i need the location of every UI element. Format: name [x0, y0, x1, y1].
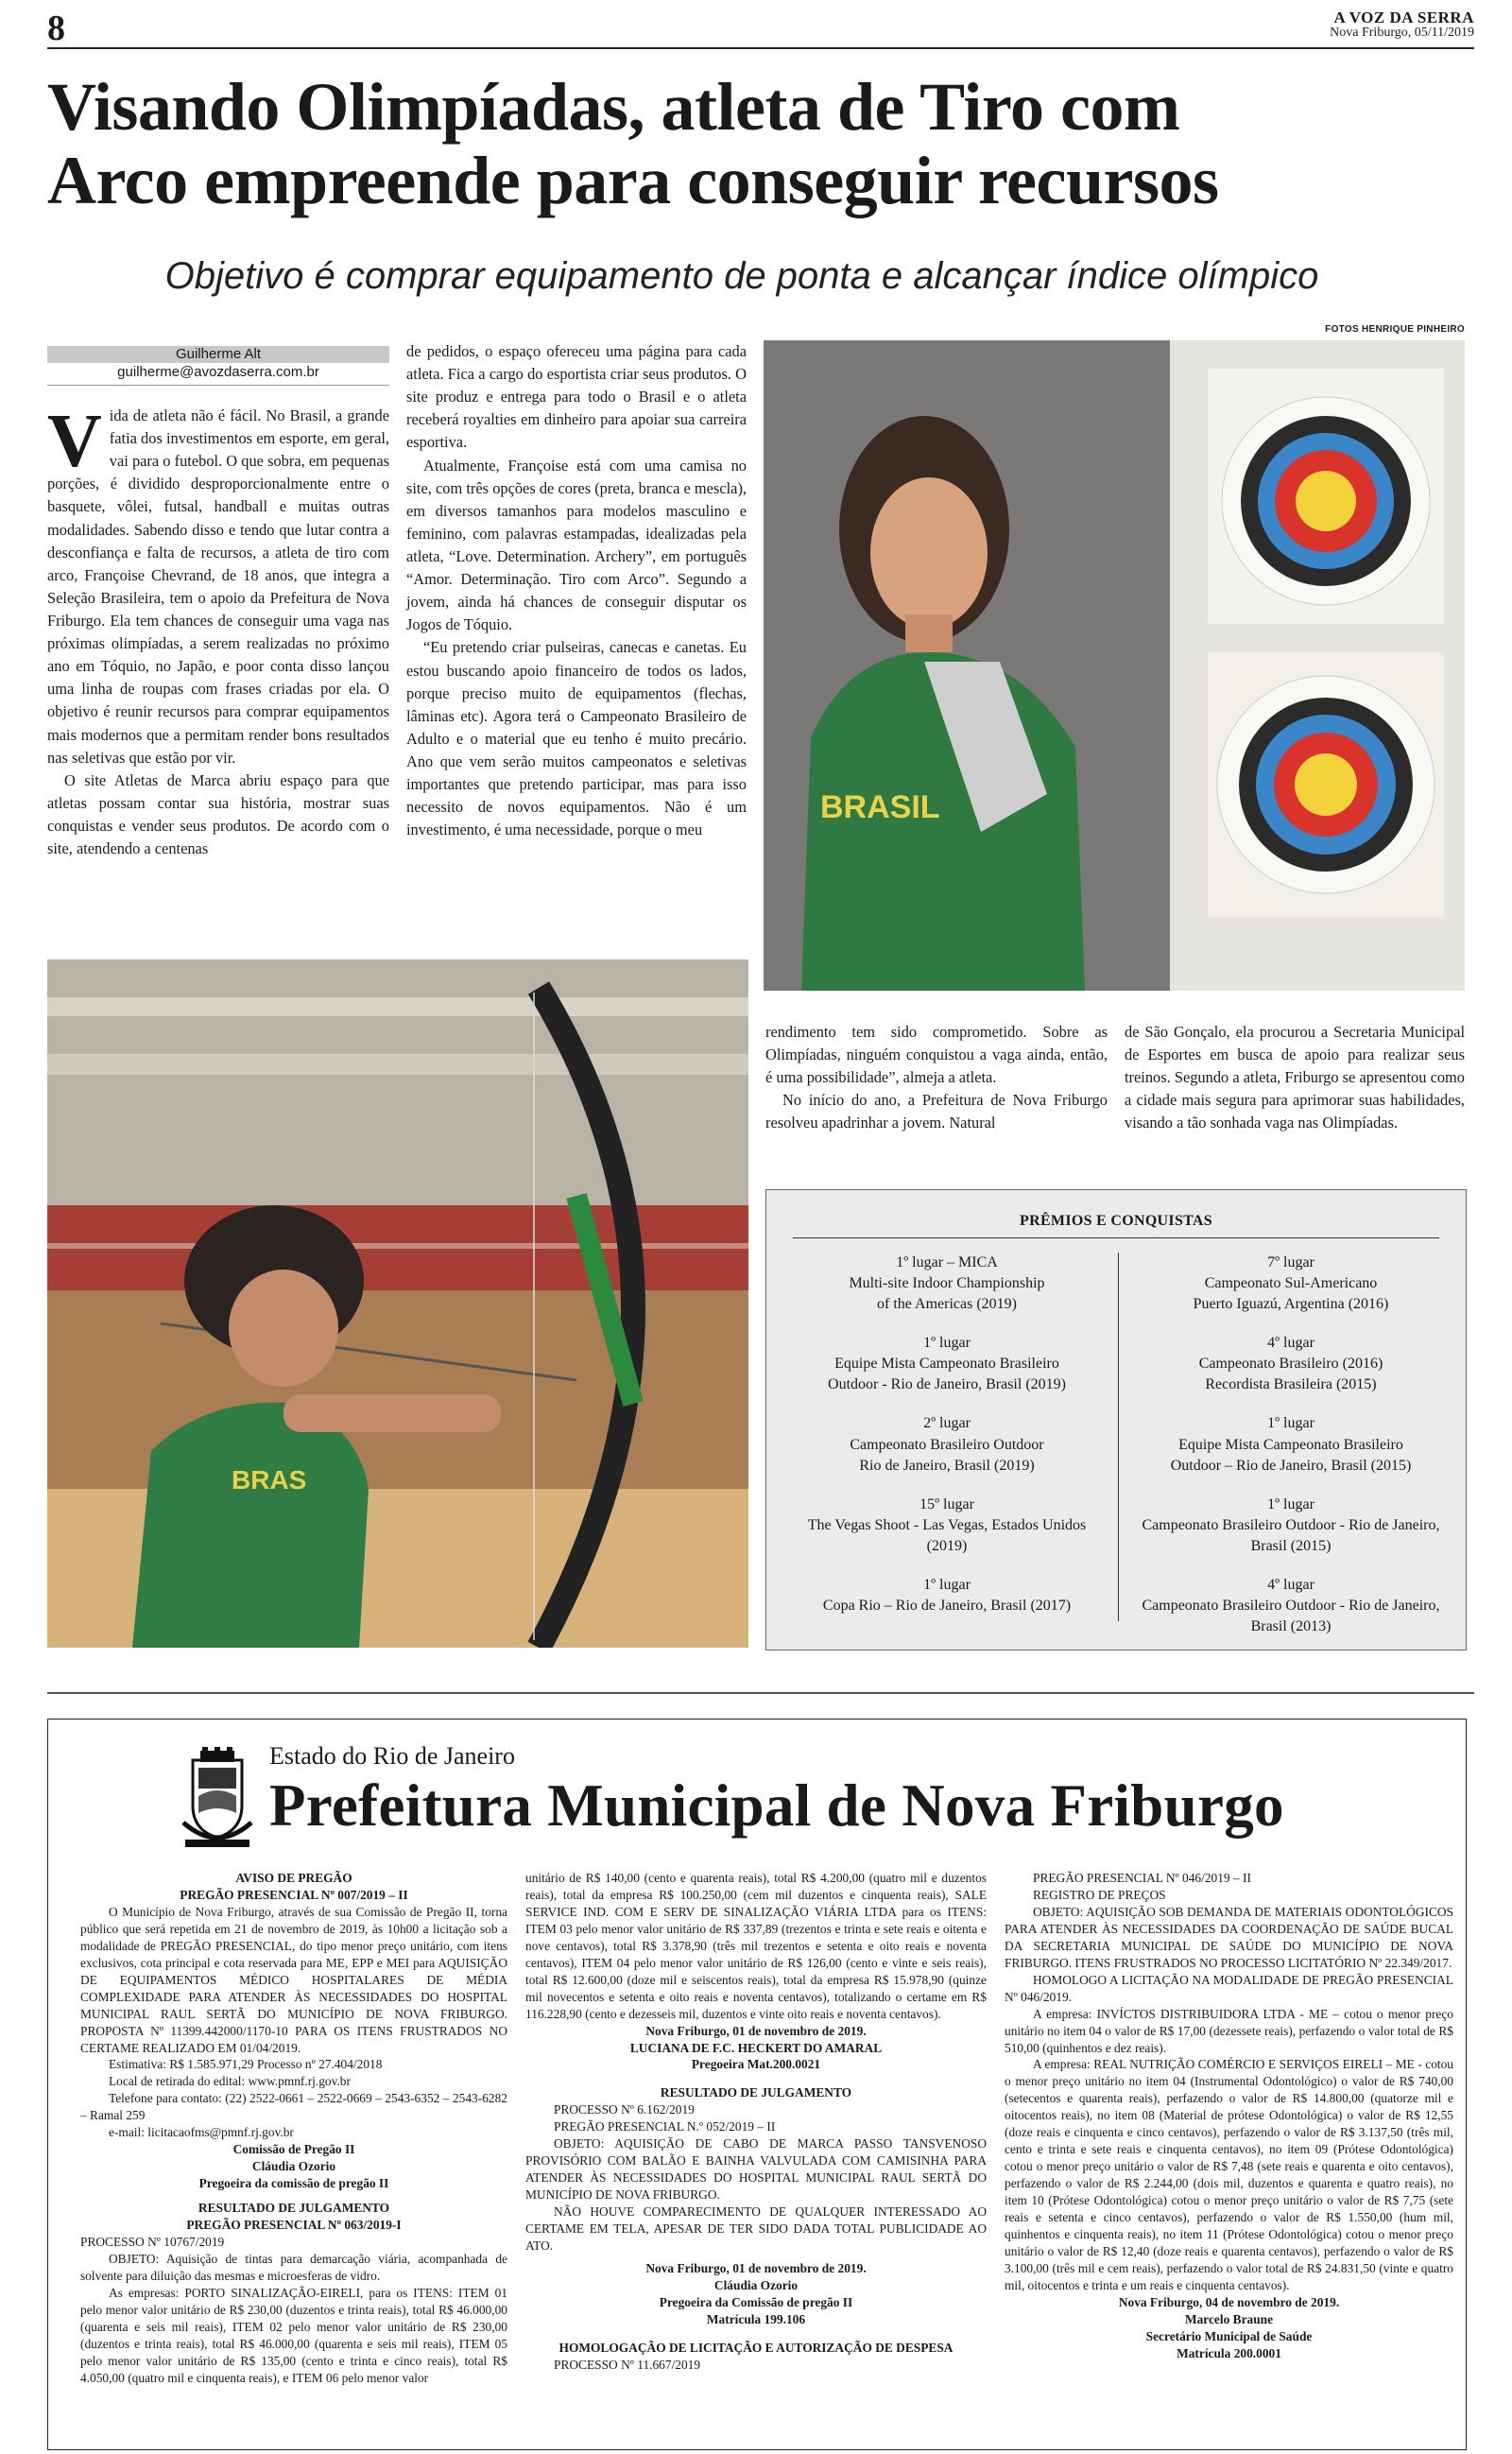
notice-signature: Matrícula 200.0001 — [1177, 2345, 1281, 2360]
notice-text: PROCESSO Nº 10767/2019 — [80, 2235, 225, 2250]
awards-left-column — [778, 1253, 1116, 1634]
page-number: 8 — [47, 9, 65, 48]
author-name: Guilherme Alt — [47, 346, 389, 363]
notice-text: Local de retirada do edital: www.pmnf.rj.gov.br — [109, 2074, 351, 2089]
issue-date: Nova Friburgo, 05/11/2019 — [1330, 25, 1474, 40]
notice-heading: PREGÃO PRESENCIAL Nº 007/2019 – II — [180, 1887, 408, 1902]
article-column-1 — [47, 400, 389, 860]
headline — [47, 71, 1484, 218]
notice-text: e-mail: licitacaofms@pmnf.rj.gov.br — [109, 2125, 294, 2140]
award-item: 15º lugar The Vegas Shoot - Las Vegas, Estados Unidos (2019) — [807, 1495, 1087, 1554]
author-email: guilherme@avozdaserra.com.br — [47, 363, 389, 386]
notice-text: PREGÃO PRESENCIAL N.º 052/2019 – II — [554, 2119, 776, 2134]
awards-title-rule — [793, 1237, 1439, 1238]
notice-text: HOMOLOGO A LICITAÇÃO NA MODALIDADE DE PREGÃO PRESENCIAL Nº 046/2019. — [1005, 1972, 1453, 2004]
awards-divider — [1118, 1253, 1119, 1621]
section-divider — [47, 1692, 1474, 1694]
masthead — [1330, 9, 1474, 41]
awards-right-column — [1125, 1253, 1456, 1655]
svg-text:BRAS: BRAS — [232, 1465, 307, 1495]
coat-of-arms-icon — [180, 1747, 255, 1849]
award-item: 1º lugar Copa Rio – Rio de Janeiro, Brasil (2017) — [822, 1576, 1072, 1615]
notice-text: Telefone para contato: (22) 2522-0661 – 2522-0669 – 2543-6352 – 2543-6282 – Ramal 259 — [80, 2091, 507, 2123]
state-name: Estado do Rio de Janeiro — [269, 1742, 515, 1770]
notice-signature: Pregoeira Mat.200.0021 — [691, 2057, 821, 2072]
notice-text: A empresa: REAL NUTRIÇÃO COMÉRCIO E SERVIÇOS EIRELI – ME - cotou o menor preço unitário no item 04 (Instrumental Odontológico) o valor de R$ 740,00 (setecentos e quarenta reais), perfazendo o valor de R$ 14.800,00 (quatorze mil e oitocentos reais), no item 08 (Material de prótese Odontológica) o valor de R$ 12,55 (doze reais e cinquenta e cinco centavos), perfazendo o valor de R$ 3.137,50 (três mil, cento e trinta e sete reais e cinquenta centavos), no item 09 (Prótese Odontológica) cotou o menor preço unitário o valor de R$ 7,48 (sete reais e quarenta e oito centavos), perfazendo o valor de R$ 2.244,00 (dois mil, duzentos e quarenta e quatro reais), no item 10 (Prótese Odontológica) cotou o menor preço unitário o valor de R$ 7,75 (sete reais e setenta e cinco centavos), perfazendo o valor de R$ 1.550,00 (hum mil, quinhentos e cinquenta reais), no item 11 (Prótese Odontológica) cotou o menor preço unitário o valor de R$ 12,40 (doze reais e quarenta centavos), perfazendo o valor de R$ 3.100,00 (três mil e cem reais), perfazendo o valor total de R$ 24.831,50 (vinte e quatro mil, oitocentos e trinta e um reais e cinquenta centavos). — [1005, 2057, 1453, 2292]
article-paragraph: No início do ano, a Prefeitura de Nova Friburgo resolveu apadrinhar a jovem. Natural — [765, 1091, 1108, 1132]
award-item: 1º lugar Equipe Mista Campeonato Brasileiro Outdoor – Rio de Janeiro, Brasil (2015) — [1170, 1415, 1412, 1474]
notice-signature: Marcelo Braune — [1184, 2311, 1274, 2326]
article-column-4 — [1125, 1021, 1465, 1135]
notice-signature: Pregoeira da Comissão de pregão II — [659, 2294, 853, 2309]
prefecture-name: Prefeitura Municipal de Nova Friburgo — [269, 1772, 1284, 1839]
athlete-portrait-photo — [764, 340, 1465, 991]
notice-heading: RESULTADO DE JULGAMENTO — [198, 2201, 390, 2216]
notice-text: As empresas: PORTO SINALIZAÇÃO-EIRELI, para os ITENS: ITEM 01 pelo menor valor unitário de R$ 230,00 (duzentos e trinta reais), total R$ 46.000,00 (quarenta e seis mil reais), ITEM 02 pelo menor valor unitário de R$ 230,00 (duzentos e trinta reais), total R$ 46.000,00 (quarenta e seis mil reais), ITEM 05 pelo menor valor unitário de R$ 135,00 (cento e trinta e cinco reais), total R$ 4.050,00 (quatro mil e cinquenta reais), e ITEM 06 pelo menor valor — [80, 2285, 507, 2385]
notice-text: REGISTRO DE PREÇOS — [1033, 1887, 1166, 1902]
notice-signature: LUCIANA DE F.C. HECKERT DO AMARAL — [629, 2040, 883, 2055]
notice-heading: HOMOLOGAÇÃO DE LICITAÇÃO E AUTORIZAÇÃO DE DESPESA — [558, 2340, 954, 2355]
notice-signature: Nova Friburgo, 01 de novembro de 2019. — [645, 2260, 867, 2275]
article-paragraph: Vida de atleta não é fácil. No Brasil, a grande fatia dos investimentos em esporte, em geral, vai para o futebol. O que sobra, em pequenas porções, é dividido desproporcionalmente entre o basquete, vôlei, futsal, handball e muitas outras modalidades. Sabendo disso e tendo que lutar contra a desconfiança e falta de recursos, a atleta de tiro com arco, Françoise Chevrand, de 18 anos, que integra a Seleção Brasileira, tem o apoio da Prefeitura de Nova Friburgo. Ela tem chances de conseguir uma vaga nas próximas olimpíadas, a serem realizadas no próximo ano em Tóquio, no Japão, e poor conta disso lançou uma linha de roupas com frases criadas por ela. O objetivo é reunir recursos para comprar equipamentos mais modernos que a permitam render bons resultados nas seletivas que estão por vir. — [47, 400, 389, 767]
newspaper-name: A VOZ DA SERRA — [1333, 9, 1474, 26]
article-paragraph: de pedidos, o espaço ofereceu uma página para cada atleta. Fica a cargo do esportista criar seus produtos. O site produz e entrega para todo o Brasil e o atleta receberá royalties em dinheiro para apoiar sua carreira esportiva. — [406, 342, 747, 452]
notice-text: unitário de R$ 140,00 (cento e quarenta reais), total R$ 4.200,00 (quatro mil e duzentos reais), total da empresa R$ 100.250,00 (cem mil duzentos e cinquenta reais), SALE SERVICE IND. COM E SERV DE SINALIZAÇÃO VIÁRIA LTDA para os ITENS: ITEM 03 pelo menor valor unitário de R$ 337,89 (trezentos e trinta e sete reais e oitenta e nove centavos), total R$ 3.378,90 (três mil trezentos e setenta e oito reais e noventa centavos), ITEM 04 pelo menor valor unitário de R$ 126,00 (cento e vinte e seis reais), total R$ 12.600,00 (doze mil e seiscentos reais), total da empresa R$ 15.978,90 (quinze mil novecentos e setenta e oito reais e noventa centavos), totalizando o certame em R$ 116.228,90 (cento e dezesseis mil, duzentos e vinte oito reais e noventa centavos). — [525, 1871, 987, 2021]
article-paragraph: “Eu pretendo criar pulseiras, canecas e canetas. Eu estou buscando apoio financeiro de todos os lados, porque preciso muito de equipamentos (flechas, lâminas etc). Agora terá o Campeonato Brasileiro de Adulto e o material que eu tenho é muito precário. Ano que vem serão muitos campeonatos e seletivas importantes que pretendo participar, mas para isso necessito de novos equipamentos. Não é um investimento, é uma necessidade, porque o meu — [406, 638, 747, 839]
award-item: 4º lugar Campeonato Brasileiro Outdoor - Rio de Janeiro, Brasil (2013) — [1142, 1576, 1440, 1635]
article-paragraph: Atualmente, Françoise está com uma camisa no site, com três opções de cores (preta, branca e mescla), em diversos tamanhos para modelos masculino e feminino, com palavras estampadas, idealizadas pela atleta, “Love. Determination. Archery”, em português “Amor. Determinação. Tiro com Arco”. Segundo a jovem, ainda há chances de conseguir disputar os Jogos de Tóquio. — [406, 456, 747, 634]
byline — [47, 346, 389, 386]
notice-signature: Cláudia Ozorio — [251, 2159, 336, 2174]
awards-box — [765, 1189, 1467, 1650]
notice-text: PROCESSO Nº 11.667/2019 — [554, 2357, 701, 2372]
subheadline: Objetivo é comprar equipamento de ponta e alcançar índice olímpico — [164, 255, 1319, 297]
athlete-aiming-photo — [47, 959, 748, 1648]
article-column-3 — [765, 1021, 1108, 1135]
drop-cap: V — [47, 400, 102, 483]
notice-column-2 — [525, 1870, 987, 2374]
notice-signature: Cláudia Ozorio — [713, 2277, 799, 2292]
award-item: 4º lugar Campeonato Brasileiro (2016) Recordista Brasileira (2015) — [1198, 1335, 1383, 1393]
photo-credit: FOTOS HENRIQUE PINHEIRO — [1325, 324, 1465, 335]
notice-signature: Nova Friburgo, 04 de novembro de 2019. — [1118, 2294, 1340, 2309]
notice-signature: Comissão de Pregão II — [232, 2142, 355, 2157]
award-item: 1º lugar Equipe Mista Campeonato Brasileiro Outdoor - Rio de Janeiro, Brasil (2019) — [828, 1335, 1066, 1393]
notice-text: O Município de Nova Friburgo, através de sua Comissão de Pregão II, torna público que será repetida em 21 de novembro de 2019, às 10h00 a licitação sob a modalidade de PREGÃO PRESENCIAL, do tipo menor preço unitário, com itens exclusivos, cota principal e cota reservada para ME, EPP e MEI para AQUISIÇÃO DE EQUIPAMENTOS MÉDICO HOSPITALARES DE MÉDIA COMPLEXIDADE PARA ATENDER ÀS NECESSIDADES DO HOSPITAL MUNICIPAL RAUL SERTÃ DO MUNICÍPIO DE NOVA FRIBURGO. PROPOSTA Nº 11399.442000/1170-10 PARA OS ITENS FRUSTRADOS NO CERTAME REALIZADO EM 01/04/2019. — [80, 1904, 507, 2055]
notice-heading: AVISO DE PREGÃO — [235, 1871, 352, 1885]
notice-text: OBJETO: AQUISIÇÃO DE CABO DE MARCA PASSO TANSVENOSO PROVISÓRIO COM BALÃO E BAINHA VALVULADA COM CAMISINHA PARA ATENDER ÀS NECESSIDADES DO HOSPITAL MUNICIPAL RAUL SERTÃ DO MUNICÍPIO DE NOVA FRIBURGO. — [525, 2136, 987, 2203]
notice-heading: PREGÃO PRESENCIAL Nº 063/2019-I — [186, 2218, 402, 2233]
notice-text: PROCESSO Nº 6.162/2019 — [554, 2102, 695, 2117]
award-item: 1º lugar Campeonato Brasileiro Outdoor - Rio de Janeiro, Brasil (2015) — [1142, 1495, 1440, 1554]
award-item: 1º lugar – MICA Multi-site Indoor Championship of the Americas (2019) — [849, 1254, 1045, 1313]
award-item: 2º lugar Campeonato Brasileiro Outdoor Rio de Janeiro, Brasil (2019) — [850, 1415, 1044, 1474]
awards-title: PRÊMIOS E CONQUISTAS — [1020, 1213, 1212, 1229]
notice-text: A empresa: INVÍCTOS DISTRIBUIDORA LTDA - ME – cotou o menor preço unitário no item 04 o valor de R$ 17,00 (dezessete reais), perfazendo o valor total de R$ 510,00 (quinhentos e dez reais). — [1005, 2006, 1453, 2055]
article-paragraph: O site Atletas de Marca abriu espaço para que atletas possam contar sua história, mostrar suas conquistas e vender seus produtos. De acordo com o site, atendendo a centenas — [47, 770, 389, 858]
notice-signature: Matrícula 199.106 — [706, 2311, 806, 2326]
notice-heading: RESULTADO DE JULGAMENTO — [660, 2085, 852, 2100]
notice-text: Estimativa: R$ 1.585.971,29 Processo nº 27.404/2018 — [109, 2057, 383, 2072]
notice-text: NÃO HOUVE COMPARECIMENTO DE QUALQUER INTERESSADO AO CERTAME EM TELA, APESAR DE TER SIDO DADA TOTAL PUBLICIDADE AO ATO. — [525, 2204, 987, 2254]
notice-text: OBJETO: Aquisição de tintas para demarcação viária, acompanhada de solvente para diluição das mesmas e microesferas de vidro. — [80, 2251, 507, 2283]
header-rule — [47, 47, 1474, 49]
article-paragraph: rendimento tem sido comprometido. Sobre as Olimpíadas, ninguém conquistou a vaga ainda, então, é uma possibilidade”, almeja a atleta. — [765, 1023, 1108, 1087]
notice-column-1 — [80, 1870, 507, 2387]
article-paragraph: de São Gonçalo, ela procurou a Secretaria Municipal de Esportes em busca de apoio para realizar seus treinos. Segundo a atleta, Friburgo se apresentou como a cidade mais segura para aprimorar suas habilidades, visando a tão sonhada vaga nas Olimpíadas. — [1125, 1023, 1465, 1132]
svg-text:BRASIL: BRASIL — [820, 789, 940, 825]
notice-text: OBJETO: AQUISIÇÃO SOB DEMANDA DE MATERIAIS ODONTOLÓGICOS PARA ATENDER ÀS NECESSIDADES DA COORDENAÇÃO DE SAÚDE BUCAL DA SECRETARIA MUNICIPAL DE SAÚDE DO MUNICÍPIO DE NOVA FRIBURGO. ITENS FRUSTRADOS NO PROCESSO LICITATÓRIO Nº 22.349/2017. — [1005, 1904, 1453, 1970]
notice-signature: Pregoeira da comissão de pregão II — [198, 2176, 389, 2191]
notice-signature: Nova Friburgo, 01 de novembro de 2019. — [645, 2023, 867, 2038]
notice-signature: Secretário Municipal de Saúde — [1145, 2328, 1313, 2343]
article-column-2 — [406, 340, 747, 841]
headline-line-2: Arco empreende para conseguir recursos — [47, 142, 1219, 218]
notice-text: PREGÃO PRESENCIAL Nº 046/2019 – II — [1033, 1871, 1251, 1885]
notice-column-3 — [1005, 1870, 1453, 2362]
award-item: 7º lugar Campeonato Sul-Americano Puerto Iguazú, Argentina (2016) — [1193, 1254, 1389, 1313]
headline-line-1: Visando Olimpíadas, atleta de Tiro com — [47, 69, 1180, 145]
